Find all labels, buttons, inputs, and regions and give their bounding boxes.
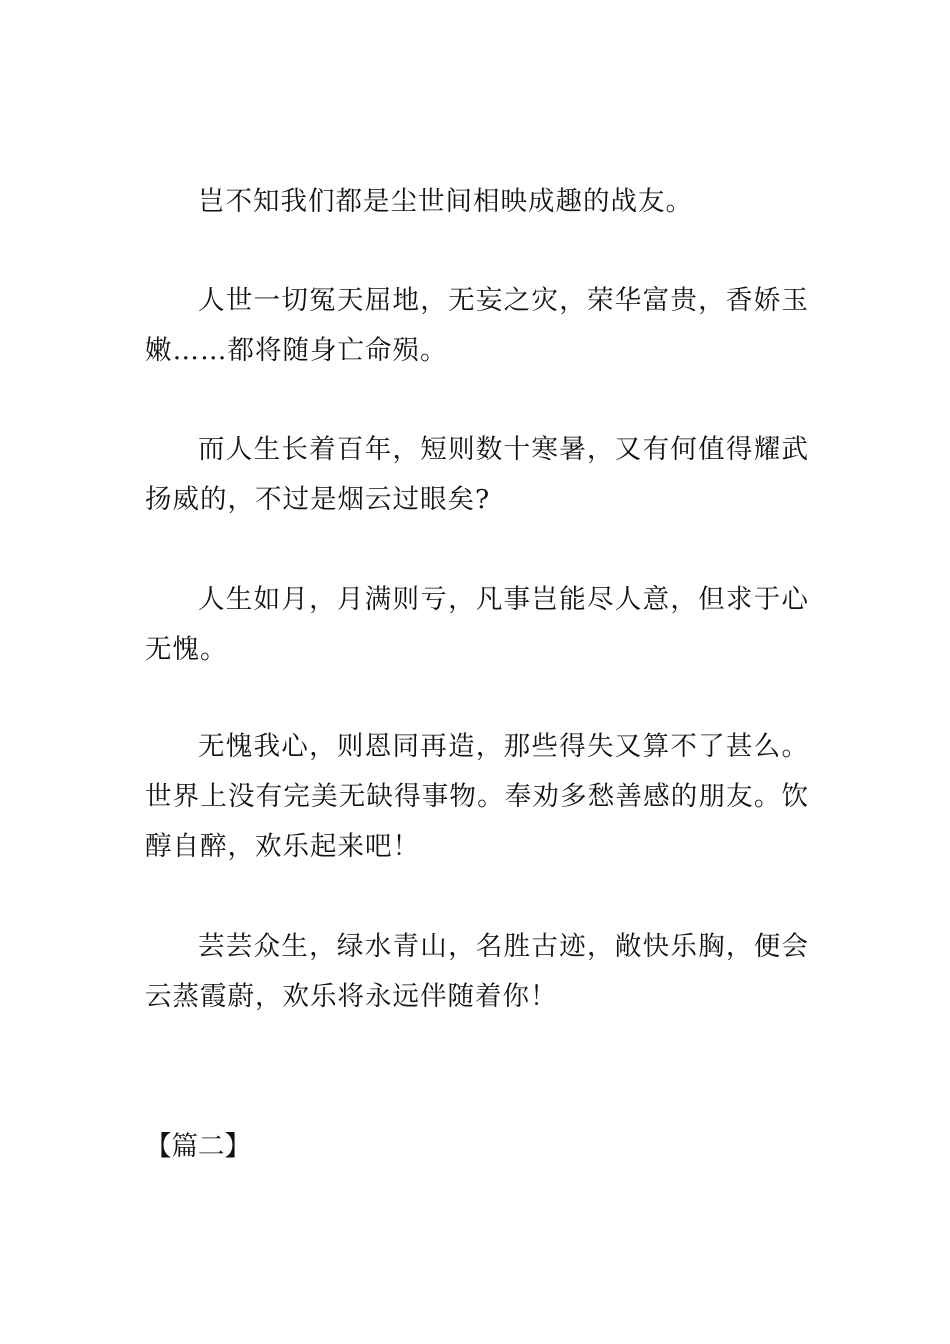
paragraph-4: 人生如月，月满则亏，凡事岂能尽人意，但求于心无愧。	[145, 584, 809, 665]
paragraph-3: 而人生长着百年，短则数十寒暑，又有何值得耀武扬威的，不过是烟云过眼矣?	[145, 434, 809, 515]
paragraph-2: 人世一切冤天屈地，无妄之灾，荣华富贵，香娇玉嫩……都将随身亡命殒。	[145, 285, 809, 366]
paragraph-5: 无愧我心，则恩同再造，那些得失又算不了甚么。世界上没有完美无缺得事物。奉劝多愁善感的朋友。饮醇自醉，欢乐起来吧！	[145, 731, 809, 862]
paragraph-1: 岂不知我们都是尘世间相映成趣的战友。	[198, 186, 693, 217]
section-heading: 【篇二】	[145, 1131, 251, 1162]
paragraph-6: 芸芸众生，绿水青山，名胜古迹，敞快乐胸，便会云蒸霞蔚，欢乐将永远伴随着你！	[145, 931, 809, 1012]
